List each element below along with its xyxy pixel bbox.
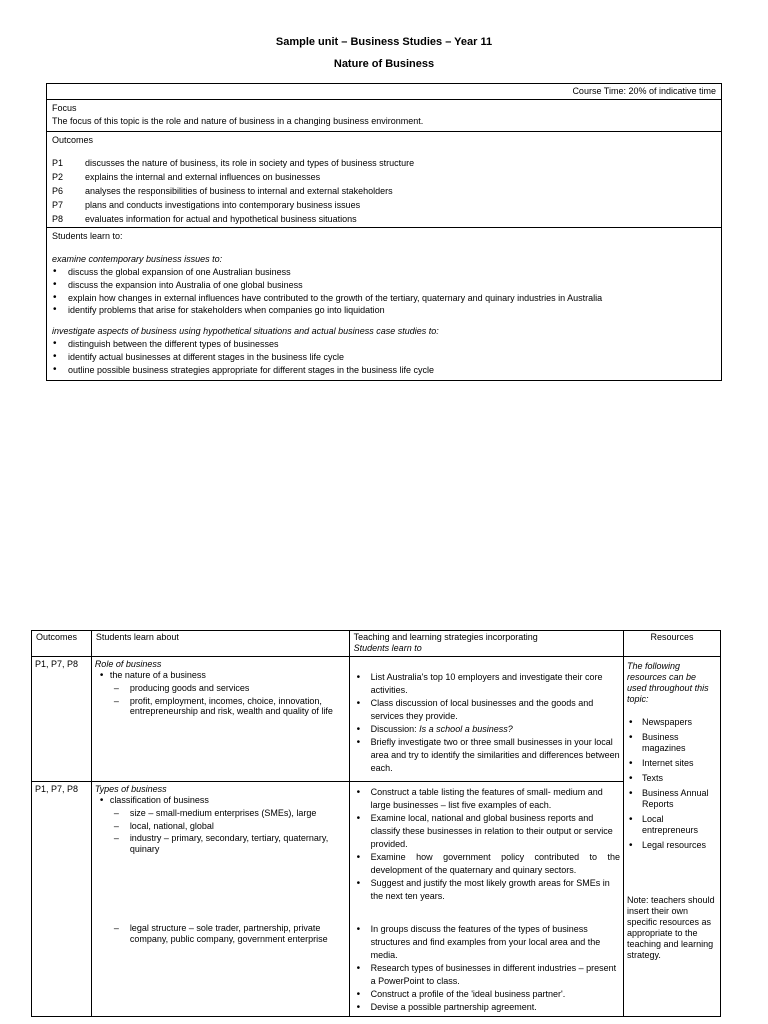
resource-item: • Business magazines [627, 732, 717, 754]
outcome-code: P1 [52, 158, 64, 168]
row-learn-about [91, 657, 349, 782]
resources-cell [624, 657, 721, 1017]
overview-box [46, 83, 722, 381]
teaching-item: • Examine local, national and global business reports and classify these businesses in relation to their output or service provided. [353, 812, 620, 851]
focus-section [47, 100, 721, 132]
discussion-question: Is a school a business? [419, 724, 513, 734]
focus-heading: Focus [52, 103, 77, 113]
header-resources: Resources [624, 631, 721, 657]
teaching-list [353, 671, 620, 775]
course-time: Course Time: 20% of indicative time [47, 84, 721, 100]
header-learn-about: Students learn about [91, 631, 349, 657]
outcome-code: P2 [52, 172, 64, 182]
teaching-item: • Research types of businesses in different industries – present a PowerPoint to class. [353, 962, 620, 988]
outcome-text: explains the internal and external influences on businesses [85, 172, 321, 182]
learn-group-list [52, 266, 716, 317]
outcome-item [52, 198, 716, 212]
learn-item: • distinguish between the different types of businesses [52, 338, 716, 351]
teaching-item: • Suggest and justify the most likely growth areas for SMEs in the next ten years. [353, 877, 620, 903]
about-subitem: – local, national, global [95, 821, 346, 832]
document-title: Sample unit – Business Studies – Year 11 [275, 36, 493, 48]
unit-table [31, 630, 721, 1017]
outcome-item [52, 212, 716, 226]
outcome-text: plans and conducts investigations into contemporary business issues [85, 200, 361, 210]
learn-item: • discuss the global expansion of one Australian business [52, 266, 716, 279]
about-item: • classification of business [95, 795, 346, 806]
outcome-code: P8 [52, 214, 64, 224]
row-teaching [349, 782, 623, 906]
learn-group-title: investigate aspects of business using hypothetical situations and actual business case studies to: [52, 326, 439, 337]
resource-item: • Local entrepreneurs [627, 814, 717, 836]
resource-item: • Business Annual Reports [627, 788, 717, 810]
learn-to-heading: Students learn to: [52, 231, 123, 241]
focus-text: The focus of this topic is the role and nature of business in a changing business environment. [52, 116, 424, 126]
teaching-item: • List Australia's top 10 employers and investigate their core activities. [353, 671, 620, 697]
row-topic-title: Role of business [94, 659, 162, 669]
row-outcomes: P1, P7, P8 [32, 782, 92, 906]
table-header-row [32, 631, 721, 657]
outcome-item [52, 184, 716, 198]
about-list [95, 795, 346, 806]
row-teaching [349, 657, 623, 782]
about-item: • the nature of a business [95, 670, 346, 681]
teaching-item: • Examine how government policy contributed to the development of the quaternary and quinary sectors. [353, 851, 620, 877]
teaching-item: • Construct a table listing the features of small- medium and large businesses – list five examples of each. [353, 786, 620, 812]
resources-note: Note: teachers should insert their own specific resources as appropriate to the teaching and learning strategy. [627, 895, 715, 960]
outcome-item [52, 156, 716, 170]
document-subtitle: Nature of Business [333, 58, 435, 70]
learn-item: • explain how changes in external influences have contributed to the growth of the tertiary, quaternary and quinary industries in Australia [52, 292, 716, 305]
header-teaching-line1: Teaching and learning strategies incorporating [353, 632, 538, 642]
row-learn-about [91, 782, 349, 906]
learn-item: • discuss the expansion into Australia of one global business [52, 279, 716, 292]
outcome-text: evaluates information for actual and hypothetical business situations [85, 214, 357, 224]
learn-item: • outline possible business strategies appropriate for different stages in the business life cycle [52, 364, 716, 377]
header-teaching-line2: Students learn to [353, 643, 422, 653]
resource-item: • Newspapers [627, 717, 717, 728]
outcome-code: P6 [52, 186, 64, 196]
about-subitem: – industry – primary, secondary, tertiary, quaternary, quinary [95, 833, 346, 854]
teaching-item: • Class discussion of local businesses and the goods and services they provide. [353, 697, 620, 723]
about-subitem: – legal structure – sole trader, partnership, private company, public company, government enterprise [95, 923, 346, 944]
row-teaching [349, 905, 623, 1017]
learn-item: • identify problems that arise for stakeholders when companies go into liquidation [52, 304, 716, 317]
resources-list [627, 717, 717, 851]
resources-intro: The following resources can be used throughout this topic: [627, 661, 709, 704]
about-list [95, 670, 346, 681]
learn-group-list [52, 338, 716, 376]
outcome-text: analyses the responsibilities of business to internal and external stakeholders [85, 186, 393, 196]
teaching-list [353, 786, 620, 903]
resource-item: • Legal resources [627, 840, 717, 851]
about-subitem: – size – small-medium enterprises (SMEs), large [95, 808, 346, 819]
teaching-item: • Construct a profile of the 'ideal business partner'. [353, 988, 620, 1001]
learn-item: • identify actual businesses at different stages in the business life cycle [52, 351, 716, 364]
teaching-item [353, 723, 620, 736]
row-outcomes: P1, P7, P8 [32, 657, 92, 782]
header-teaching [349, 631, 623, 657]
row-topic-title: Types of business [94, 784, 167, 794]
outcome-item [52, 170, 716, 184]
resource-item: • Texts [627, 773, 717, 784]
outcome-text: discusses the nature of business, its role in society and types of business structure [85, 158, 415, 168]
about-sublist [95, 683, 346, 717]
teaching-item: • Briefly investigate two or three small businesses in your local area and try to identify the similarities and differences between each. [353, 736, 620, 775]
teaching-list [353, 923, 620, 1014]
outcome-code: P7 [52, 200, 64, 210]
about-sublist [95, 923, 346, 944]
header-outcomes: Outcomes [32, 631, 92, 657]
table-row [32, 905, 721, 1017]
table-row [32, 782, 721, 906]
about-subitem: – profit, employment, incomes, choice, innovation, entrepreneurship and risk, wealth and quality of life [95, 696, 346, 717]
teaching-item: • In groups discuss the features of the types of business structures and find examples from your local area and the media. [353, 923, 620, 962]
row-outcomes [32, 905, 92, 1017]
learn-to-section [47, 228, 721, 380]
about-subitem: – producing goods and services [95, 683, 346, 694]
discussion-prefix: Discussion: [370, 724, 420, 734]
table-row [32, 657, 721, 782]
resource-item: • Internet sites [627, 758, 717, 769]
learn-group-title: examine contemporary business issues to: [52, 254, 223, 264]
row-learn-about [91, 905, 349, 1017]
outcomes-section [47, 132, 721, 228]
about-sublist [95, 808, 346, 854]
teaching-item: • Devise a possible partnership agreement. [353, 1001, 620, 1014]
outcomes-heading: Outcomes [52, 135, 94, 145]
